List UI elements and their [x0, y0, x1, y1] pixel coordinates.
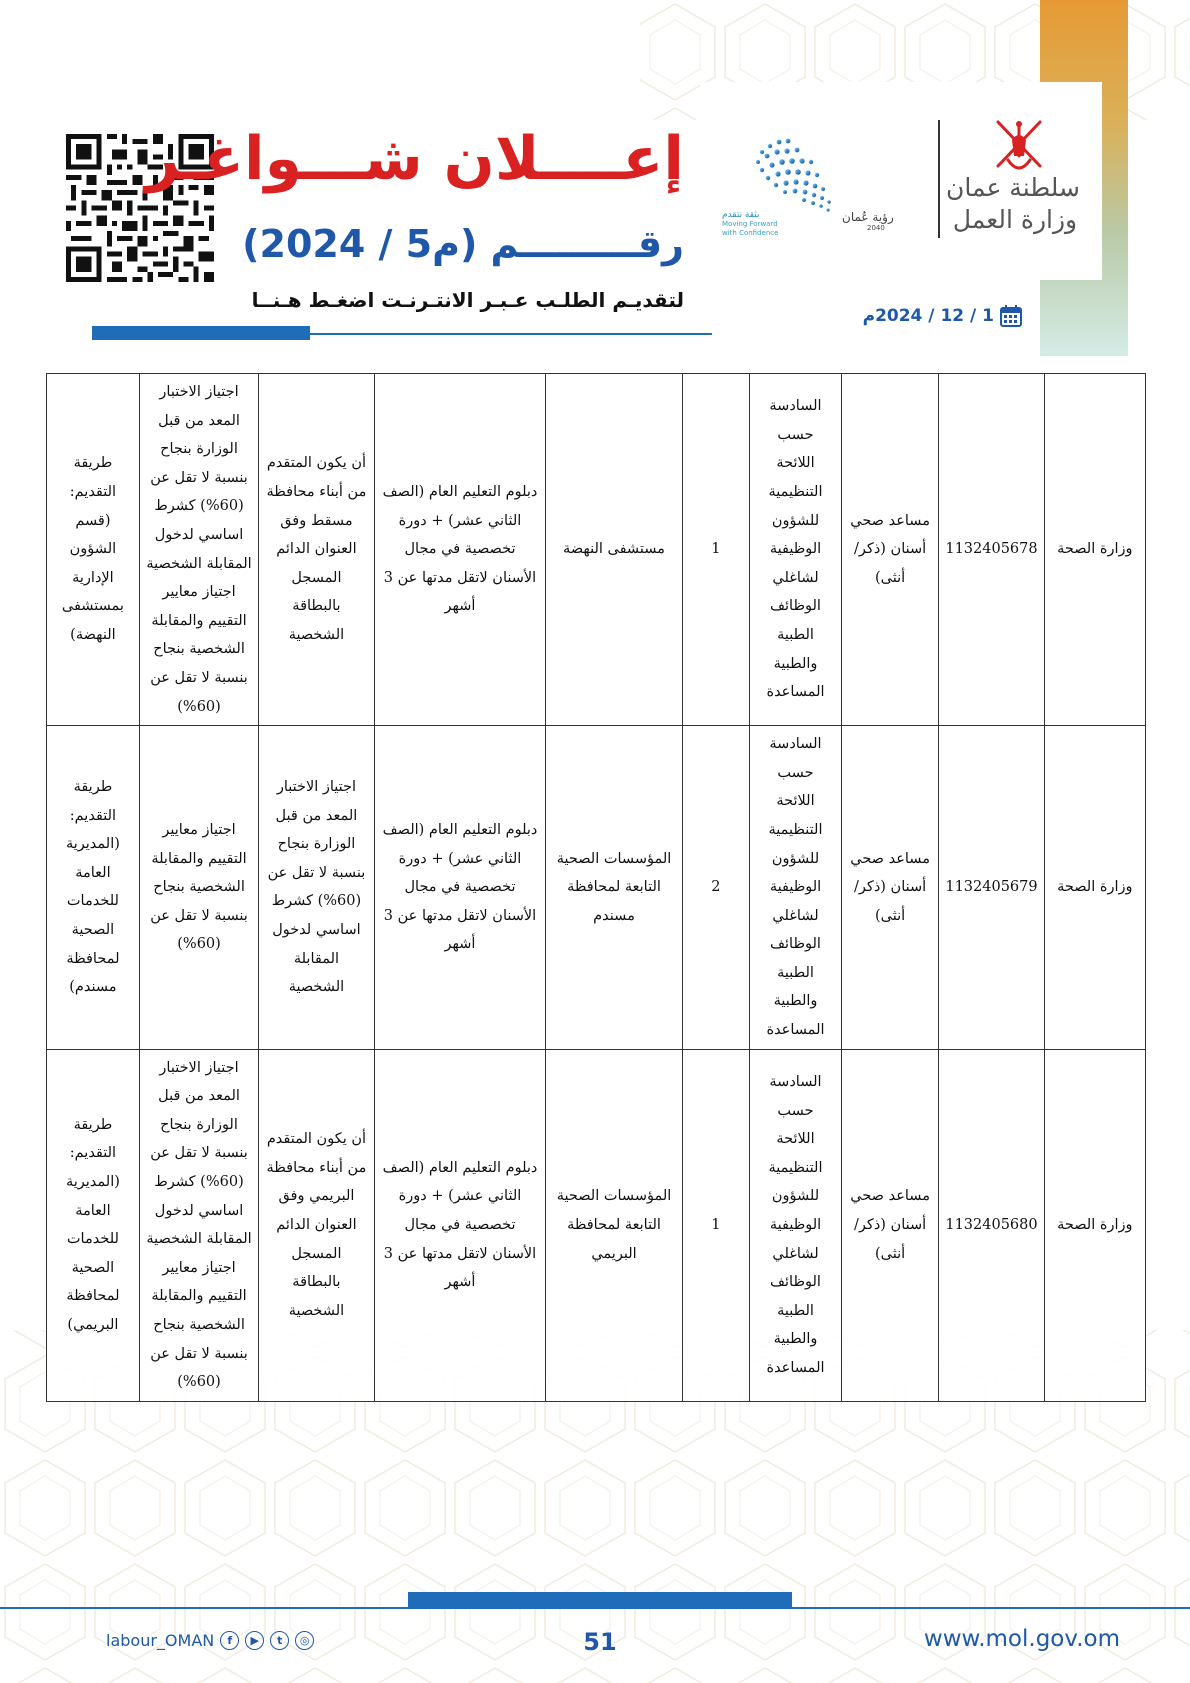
exam-requirement-cell: اجتياز الاختبار المعد من قبل الوزارة بنجاح بنسبة لا تقل عن (60%) كشرط اساسي لدخول المقابلة الشخصية اجتياز معايير التقييم والمقابلة الشخصية بنجاح بنسبة لا تقل عن (60%): [139, 374, 258, 726]
vacancy-count-cell: 1: [682, 1049, 749, 1401]
exam-requirement-cell: اجتياز الاختبار المعد من قبل الوزارة بنجاح بنسبة لا تقل عن (60%) كشرط اساسي لدخول المقابلة الشخصية اجتياز معايير التقييم والمقابلة الشخصية بنجاح بنسبة لا تقل عن (60%): [139, 1049, 258, 1401]
job-code-cell: 1132405679: [939, 726, 1044, 1050]
workplace-cell: مستشفى النهضة: [546, 374, 682, 726]
condition-cell: اجتياز الاختبار المعد من قبل الوزارة بنجاح بنسبة لا تقل عن (60%) كشرط اساسي لدخول المقابلة الشخصية: [259, 726, 374, 1050]
table-row: [47, 374, 1146, 726]
job-code-cell: 1132405680: [939, 1049, 1044, 1401]
title-underline-accent: [92, 326, 310, 340]
application-method-cell: طريقة التقديم: (المديرية العامة للخدمات الصحية لمحافظة مسندم): [47, 726, 140, 1050]
footer-accent-bar: [408, 1592, 792, 1608]
social-handle[interactable]: labour_OMAN: [106, 1630, 215, 1650]
vision-tagline-ar: بثقة نتقدم: [722, 210, 760, 220]
ministry-cell: وزارة الصحة: [1044, 374, 1145, 726]
qualification-cell: دبلوم التعليم العام (الصف الثاني عشر) + دورة تخصصية في مجال الأسنان لاتقل مدتها عن 3 أشهر: [374, 726, 546, 1050]
oman-vision-year: 2040: [867, 224, 885, 232]
youtube-icon[interactable]: ▶: [245, 1631, 264, 1650]
application-method-cell: طريقة التقديم: (المديرية العامة للخدمات الصحية لمحافظة البريمي): [47, 1049, 140, 1401]
vacancy-count-cell: 2: [682, 726, 749, 1050]
grade-cell: السادسة حسب اللائحة التنظيمية للشؤون الوظيفية لشاغلي الوظائف الطبية والطبية المساعدة: [750, 374, 842, 726]
grade-cell: السادسة حسب اللائحة التنظيمية للشؤون الوظيفية لشاغلي الوظائف الطبية والطبية المساعدة: [750, 726, 842, 1050]
vision-tagline-en-2: with Confidence: [722, 229, 779, 237]
qualification-cell: دبلوم التعليم العام (الصف الثاني عشر) + دورة تخصصية في مجال الأسنان لاتقل مدتها عن 3 أشهر: [374, 374, 546, 726]
instagram-icon[interactable]: ◎: [295, 1631, 314, 1650]
calendar-icon: [1000, 305, 1022, 327]
date-text: 1 / 12 / 2024م: [862, 306, 994, 326]
application-method-cell: طريقة التقديم: (قسم الشؤون الإدارية بمستشفى النهضة): [47, 374, 140, 726]
vision-tagline: [722, 211, 792, 238]
twitter-icon[interactable]: t: [270, 1631, 289, 1650]
oman-vision-name: رؤية عُمان: [842, 210, 894, 224]
exam-requirement-cell: اجتياز معايير التقييم والمقابلة الشخصية بنجاح بنسبة لا تقل عن (60%): [139, 726, 258, 1050]
vacancy-count-cell: 1: [682, 374, 749, 726]
vacancies-table: [46, 373, 1146, 1402]
workplace-cell: المؤسسات الصحية التابعة لمحافظة البريمي: [546, 1049, 682, 1401]
apply-online-link[interactable]: لتقديـم الطلـب عـبـر الانتـرنـت اضغـط هـنــا: [251, 288, 684, 312]
job-code-cell: 1132405678: [939, 374, 1044, 726]
condition-cell: أن يكون المتقدم من أبناء محافظة البريمي وفق العنوان الدائم المسجل بالبطاقة الشخصية: [259, 1049, 374, 1401]
ministry-cell: وزارة الصحة: [1044, 1049, 1145, 1401]
workplace-cell: المؤسسات الصحية التابعة لمحافظة مسندم: [546, 726, 682, 1050]
announcement-date: [862, 303, 1022, 329]
job-title-cell: مساعد صحي أسنان (ذكر/ أنثى): [841, 726, 938, 1050]
vision-tagline-en-1: Moving Forward: [722, 220, 778, 228]
ministry-cell: وزارة الصحة: [1044, 726, 1145, 1050]
footer-line: [0, 1607, 1190, 1609]
announcement-number: رقـــــــــم (م5 / 2024): [242, 222, 684, 266]
job-title-cell: مساعد صحي أسنان (ذكر/ أنثى): [841, 374, 938, 726]
logo-divider: [938, 120, 940, 238]
ministry-name: [946, 172, 1080, 236]
oman-emblem-icon: [988, 116, 1050, 174]
ministry-name-line1: سلطنة عمان: [946, 173, 1080, 202]
website-link[interactable]: www.mol.gov.om: [923, 1626, 1120, 1652]
page-title: إعــــلان شـــواغـر: [145, 124, 684, 194]
qualification-cell: دبلوم التعليم العام (الصف الثاني عشر) + دورة تخصصية في مجال الأسنان لاتقل مدتها عن 3 أشهر: [374, 1049, 546, 1401]
grade-cell: السادسة حسب اللائحة التنظيمية للشؤون الوظيفية لشاغلي الوظائف الطبية والطبية المساعدة: [750, 1049, 842, 1401]
job-title-cell: مساعد صحي أسنان (ذكر/ أنثى): [841, 1049, 938, 1401]
table-row: [47, 1049, 1146, 1401]
facebook-icon[interactable]: f: [220, 1631, 239, 1650]
page-number: 51: [583, 1628, 617, 1656]
ministry-name-line2: وزارة العمل: [952, 205, 1078, 234]
social-links: [106, 1629, 314, 1651]
condition-cell: أن يكون المتقدم من أبناء محافظة مسقط وفق العنوان الدائم المسجل بالبطاقة الشخصية: [259, 374, 374, 726]
table-row: [47, 726, 1146, 1050]
